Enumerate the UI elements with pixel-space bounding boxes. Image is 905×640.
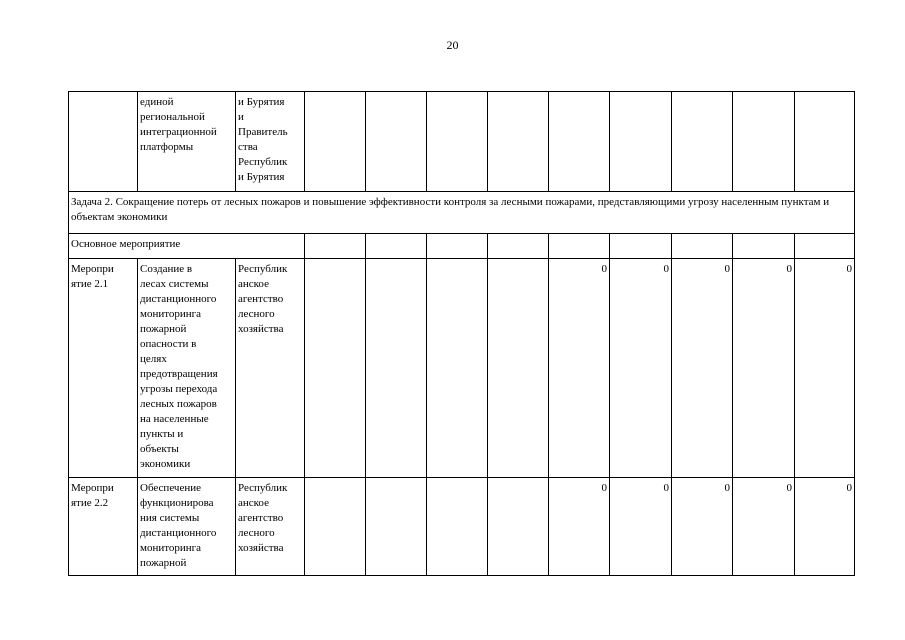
cell-main-event: Основное мероприятие [69, 234, 305, 259]
page-number: 20 [446, 38, 459, 52]
task-heading: Задача 2. Сокращение потерь от лесных пожаров и повышение эффективности контроля за лесными пожарами, представляющими угрозу населенным пунктам и объектам экономики [69, 192, 855, 234]
cell-event-number: Меропри ятие 2.2 [69, 478, 138, 576]
table-row [69, 478, 855, 576]
cell-value [427, 478, 488, 576]
cell-value: 0 [733, 259, 795, 478]
cell-event-name: единой региональной интеграционной платформы [138, 92, 236, 192]
cell-value [549, 92, 610, 192]
table-row [69, 92, 855, 192]
cell-value: 0 [672, 259, 733, 478]
cell-value [305, 259, 366, 478]
cell-value [795, 92, 855, 192]
cell-value [305, 478, 366, 576]
cell-value [305, 234, 366, 259]
cell-value [427, 259, 488, 478]
cell-event-number [69, 92, 138, 192]
cell-value: 0 [610, 259, 672, 478]
cell-value [488, 259, 549, 478]
cell-value: 0 [610, 478, 672, 576]
cell-value [488, 234, 549, 259]
cell-value [366, 234, 427, 259]
cell-value [549, 234, 610, 259]
table-row-task [69, 192, 855, 234]
cell-value: 0 [795, 478, 855, 576]
table-row [69, 234, 855, 259]
cell-value [733, 234, 795, 259]
cell-value [427, 234, 488, 259]
cell-value [366, 92, 427, 192]
cell-value [672, 92, 733, 192]
cell-executor: Республик анское агентство лесного хозяйства [236, 259, 305, 478]
table-row [69, 259, 855, 478]
cell-value [488, 478, 549, 576]
cell-value [305, 92, 366, 192]
cell-value [672, 234, 733, 259]
cell-value [488, 92, 549, 192]
cell-value [610, 234, 672, 259]
cell-value: 0 [549, 478, 610, 576]
cell-value [733, 92, 795, 192]
cell-value [366, 259, 427, 478]
cell-value [427, 92, 488, 192]
program-table [68, 91, 855, 576]
cell-executor: и Бурятия и Правитель ства Республик и Бурятия [236, 92, 305, 192]
cell-value: 0 [549, 259, 610, 478]
cell-value [366, 478, 427, 576]
cell-executor: Республик анское агентство лесного хозяйства [236, 478, 305, 576]
cell-event-name: Обеспечение функционирова ния системы дистанционного мониторинга пожарной [138, 478, 236, 576]
cell-value [610, 92, 672, 192]
cell-event-number: Меропри ятие 2.1 [69, 259, 138, 478]
cell-value: 0 [733, 478, 795, 576]
cell-value: 0 [672, 478, 733, 576]
cell-event-name: Создание в лесах системы дистанционного мониторинга пожарной опасности в целях предотвращения угрозы перехода лесных пожаров на населенные пункты и объекты экономики [138, 259, 236, 478]
cell-value [795, 234, 855, 259]
cell-value: 0 [795, 259, 855, 478]
